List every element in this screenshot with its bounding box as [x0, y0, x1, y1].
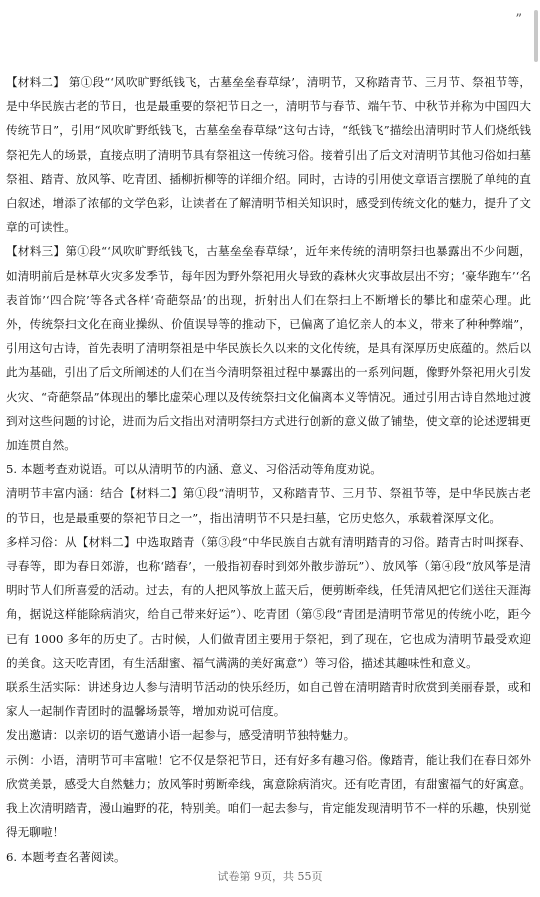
paragraph-customs: 多样习俗：从【材料二】中选取踏青（第③段“中华民族自古就有清明踏青的习俗。踏青古时叫探春、寻春等，即为春日郊游，也称‘踏春’，一般指初春时到郊外散步游玩”）、放风筝（第④段“放风筝是清明时节人们所喜爱的活动。过去，有的人把风筝放上蓝天后，便剪断牵线，任凭清风把它们送往天涯海角，据说这样能除病消灾，给自己带来好运”）、吃青团（第⑤段“青团是清明节常见的传统小吃，距今已有 1000 多年的历史了。古时候，人们做青团主要用于祭祀，到了现在，它也成为清明节最受欢迎的美食。这天吃青团，有生活甜蜜、福气满满的美好寓意”）等习俗，描述其趣味性和意义。	[6, 534, 531, 670]
top-quote-mark: ”	[515, 12, 522, 27]
question-6-heading: 6. 本题考查名著阅读。	[6, 849, 126, 864]
question-5-heading: 5. 本题考查劝说语。可以从清明节的内涵、意义、习俗活动等角度劝说。	[6, 462, 382, 477]
paragraph-example: 示例：小语，清明节可丰富啦！它不仅是祭祀节日，还有好多有趣习俗。像踏青，能让我们在春日郊外欣赏美景，感受大自然魅力；放风筝时剪断牵线，寓意除病消灾。还有吃青团，有甜蜜福气的好寓意。我上次清明踏青，漫山遍野的花，特别美。咱们一起去参与，肯定能发现清明节不一样的乐趣，快别觉得无聊啦！	[6, 752, 531, 840]
paragraph-connotation: 清明节丰富内涵：结合【材料二】第①段“清明节，又称踏青节、三月节、祭祖节等，是中华民族古老的节日，也是最重要的祭祀节日之一”，指出清明节不只是扫墓，它历史悠久，承载着深厚文化。	[6, 486, 531, 525]
paragraph-material3: 【材料三】第①段“‘风吹旷野纸钱飞，古墓垒垒春草绿’，近年来传统的清明祭扫也暴露出不少问题，如清明前后是林草火灾多发季节，每年因为野外祭祀用火导致的森林火灾事故层出不穷；‘豪华跑车’‘名表首饰’‘四合院’等各式各样‘奇葩祭品’的出现，折射出人们在祭扫上不断增长的攀比和虚荣心理。此外，传统祭扫文化在商业操纵、价值误导等的推动下，已偏离了追忆亲人的本义，带来了种种弊端”，引用这句古诗，首先表明了清明祭祖是中华民族长久以来的文化传统，是具有深厚历史底蕴的。然后以此为基础，引出了后文所阐述的人们在当今清明祭祖过程中暴露出的一系列问题，像野外祭祀用火引发火灾、“奇葩祭品”体现出的攀比虚荣心理以及传统祭扫文化偏离本义等情况。通过引用古诗自然地过渡到对这些问题的讨论，进而为后文指出对清明祭扫方式进行创新的意义做了铺垫，使文章的论述逻辑更加连贯自然。	[6, 244, 531, 453]
paragraph-invitation: 发出邀请：以亲切的语气邀请小语一起参与，感受清明节独特魅力。	[6, 728, 356, 743]
page-footer: 试卷第 9页，共 55页	[217, 870, 323, 883]
document-body	[6, 70, 531, 869]
paragraph-material2: 【材料二】 第①段“‘风吹旷野纸钱飞，古墓垒垒春草绿’，清明节，又称踏青节、三月节、祭祖节等，是中华民族古老的节日，也是最重要的祭祀节日之一，清明节与春节、端午节、中秋节并称为中国四大传统节日”，引用“风吹旷野纸钱飞，古墓垒垒春草绿”这句古诗，“纸钱飞”描绘出清明时节人们烧纸钱祭祀先人的场景，直接点明了清明节具有祭祖这一传统习俗。接着引出了后文对清明节其他习俗如扫墓祭祖、踏青、放风筝、吃青团、插柳折柳等的详细介绍。同时，古诗的引用使文章语言摆脱了单纯的直白叙述，增添了浓郁的文学色彩，让读者在了解清明节相关知识时，感受到传统文化的魅力，提升了文章的可读性。	[6, 75, 531, 235]
scrollbar[interactable]	[534, 10, 538, 62]
paragraph-real-life: 联系生活实际：讲述身边人参与清明节活动的快乐经历，如自己曾在清明踏青时欣赏到美丽春景，或和家人一起制作青团时的温馨场景等，增加劝说可信度。	[6, 680, 531, 719]
